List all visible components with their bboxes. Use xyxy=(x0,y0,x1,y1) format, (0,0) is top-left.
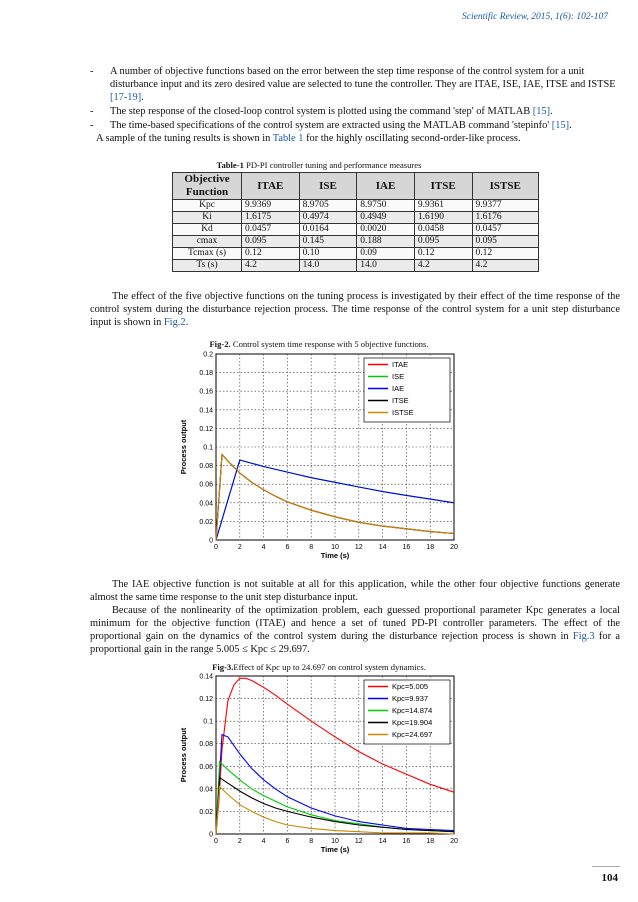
para-text: The effect of the five objective functions on the tuning process is investigated by their effect of the time response of the control system during the disturbance rejection process. The time response of the control system for a unit step disturbance input is shown in xyxy=(90,291,620,328)
table-header: ITSE xyxy=(414,173,472,200)
journal-header: Scientific Review, 2015, 1(6): 102-107 xyxy=(462,12,608,22)
y-tick-label: 0.06 xyxy=(199,763,213,771)
table-cell: 0.0164 xyxy=(299,224,357,236)
y-tick-label: 0 xyxy=(209,537,213,545)
x-tick-label: 8 xyxy=(309,838,314,845)
fig-caption-label: Fig-2. xyxy=(209,339,231,349)
y-tick-label: 0.06 xyxy=(199,481,213,489)
x-tick-label: 14 xyxy=(378,838,387,845)
fig-caption-label: Fig-3. xyxy=(212,662,234,672)
x-tick-label: 12 xyxy=(354,838,363,845)
y-tick-label: 0.04 xyxy=(199,786,213,794)
x-tick-label: 20 xyxy=(450,544,458,551)
table-cell: 1.6176 xyxy=(472,212,539,224)
legend-label: Kpc=24.697 xyxy=(392,730,433,739)
table-row xyxy=(173,236,539,248)
y-tick-label: 0.12 xyxy=(199,425,213,433)
x-tick-label: 14 xyxy=(378,544,387,551)
x-tick-label: 6 xyxy=(285,838,290,845)
table-row xyxy=(173,260,539,272)
y-tick-label: 0.12 xyxy=(199,696,213,704)
bullet-text: The time-based specifications of the control system are extracted using the MATLAB command 'stepinfo' xyxy=(110,120,552,131)
y-tick-label: 0.08 xyxy=(199,741,213,749)
table-cell: 0.145 xyxy=(299,236,357,248)
table-caption-label: Table-1 xyxy=(216,160,244,170)
bullet-end: . xyxy=(550,106,553,117)
table-header: IAE xyxy=(357,173,415,200)
x-tick-label: 0 xyxy=(214,838,218,845)
table-header: ISTSE xyxy=(472,173,539,200)
x-axis-label: Time (s) xyxy=(320,845,350,854)
table-cell: 0.12 xyxy=(472,248,539,260)
y-tick-label: 0.16 xyxy=(199,388,213,396)
row-label: cmax xyxy=(173,236,242,248)
table-caption xyxy=(0,160,638,170)
bullet-1 xyxy=(90,65,620,104)
table-cell: 9.9361 xyxy=(414,200,472,212)
table-row xyxy=(173,200,539,212)
fig3-ref-link[interactable]: Fig.3 xyxy=(572,631,595,642)
table-cell: 0.0458 xyxy=(414,224,472,236)
bullet-3 xyxy=(90,119,620,132)
x-tick-label: 2 xyxy=(237,544,242,551)
x-tick-label: 8 xyxy=(309,544,314,551)
table-cell: 0.095 xyxy=(472,236,539,248)
table-header: Objective Function xyxy=(173,173,242,200)
table-header: ISE xyxy=(299,173,357,200)
table-row xyxy=(173,224,539,236)
table-cell: 0.12 xyxy=(414,248,472,260)
table-cell: 0.095 xyxy=(242,236,300,248)
row-label: Tcmax (s) xyxy=(173,248,242,260)
bullet-2 xyxy=(90,105,620,118)
row-label: Ki xyxy=(173,212,242,224)
table-cell: 0.10 xyxy=(299,248,357,260)
x-tick-label: 16 xyxy=(402,838,411,845)
table-cell: 0.0457 xyxy=(242,224,300,236)
y-tick-label: 0.1 xyxy=(203,444,213,452)
bullet-dash: - xyxy=(90,120,94,131)
fig-caption-text: Control system time response with 5 objective functions. xyxy=(230,339,429,349)
legend-label: IAE xyxy=(392,384,405,393)
table-cell: 9.9369 xyxy=(242,200,300,212)
row-label: Kd xyxy=(173,224,242,236)
x-tick-label: 4 xyxy=(261,838,266,845)
table-cell: 14.0 xyxy=(357,260,415,272)
paragraph-3 xyxy=(90,578,620,604)
x-tick-label: 18 xyxy=(426,544,435,551)
table-cell: 4.2 xyxy=(414,260,472,272)
paragraph-2 xyxy=(90,290,620,329)
table-cell: 0.4974 xyxy=(299,212,357,224)
x-tick-label: 0 xyxy=(214,544,218,551)
table-cell: 8.9750 xyxy=(357,200,415,212)
y-tick-label: 0.04 xyxy=(199,500,213,508)
legend-label: Kpc=19.904 xyxy=(392,718,433,727)
para-text: for a proportional gain in the range 5.005 ≤ Kpc ≤ 29.697. xyxy=(90,631,620,655)
page-rule xyxy=(592,866,620,867)
table-cell: 0.09 xyxy=(357,248,415,260)
fig3-chart xyxy=(176,670,466,860)
y-axis-label: Process output xyxy=(179,419,188,475)
table-cell: 4.2 xyxy=(242,260,300,272)
table-header: ITAE xyxy=(242,173,300,200)
table-cell: 1.6175 xyxy=(242,212,300,224)
bullet-end: . xyxy=(141,92,144,103)
legend-label: Kpc=14.874 xyxy=(392,706,433,715)
ref-link[interactable]: [15] xyxy=(532,106,551,117)
x-tick-label: 2 xyxy=(237,838,242,845)
y-tick-label: 0 xyxy=(209,831,213,839)
table-cell: 0.0457 xyxy=(472,224,539,236)
legend-label: ISE xyxy=(392,372,405,381)
fig2-chart xyxy=(176,348,466,568)
x-tick-label: 10 xyxy=(331,838,339,845)
table-cell: 0.12 xyxy=(242,248,300,260)
ref-link[interactable]: [17-19] xyxy=(110,92,142,103)
row-label: Ts (s) xyxy=(173,260,242,272)
legend-label: ITAE xyxy=(392,360,409,369)
y-tick-label: 0.14 xyxy=(199,673,213,681)
legend-label: ITSE xyxy=(392,396,409,405)
table-cell: 4.2 xyxy=(472,260,539,272)
bullet-dash: - xyxy=(90,66,94,77)
table-caption-text: PD-PI controller tuning and performance measures xyxy=(243,160,422,170)
x-tick-label: 10 xyxy=(331,544,339,551)
table-cell: 1.6190 xyxy=(414,212,472,224)
x-axis-label: Time (s) xyxy=(320,551,350,560)
x-tick-label: 4 xyxy=(261,544,266,551)
bullet-dash: - xyxy=(90,106,94,117)
x-tick-label: 18 xyxy=(426,838,435,845)
x-tick-label: 6 xyxy=(285,544,290,551)
table-cell: 0.188 xyxy=(357,236,415,248)
table-cell: 0.0020 xyxy=(357,224,415,236)
x-tick-label: 20 xyxy=(450,838,458,845)
table-cell: 8.9705 xyxy=(299,200,357,212)
y-tick-label: 0.02 xyxy=(199,518,213,526)
legend-label: Kpc=5.005 xyxy=(392,682,429,691)
table-cell: 0.4949 xyxy=(357,212,415,224)
table-ref-link[interactable]: Table 1 xyxy=(272,133,304,144)
y-axis-label: Process output xyxy=(179,727,188,783)
table-header-row xyxy=(173,173,539,200)
bullet-list xyxy=(90,65,620,133)
y-tick-label: 0.1 xyxy=(203,718,213,726)
paragraph-4 xyxy=(90,604,620,656)
x-tick-label: 16 xyxy=(402,544,411,551)
table-row xyxy=(173,248,539,260)
table-cell: 0.095 xyxy=(414,236,472,248)
table-cell: 14.0 xyxy=(299,260,357,272)
legend-label: ISTSE xyxy=(392,408,414,417)
ref-link[interactable]: [15] xyxy=(551,120,570,131)
y-tick-label: 0.08 xyxy=(199,463,213,471)
y-tick-label: 0.18 xyxy=(199,370,213,378)
table-cell: 9.9377 xyxy=(472,200,539,212)
table-row xyxy=(173,212,539,224)
para-text: . xyxy=(185,317,189,328)
y-tick-label: 0.2 xyxy=(203,351,213,359)
x-tick-label: 12 xyxy=(354,544,363,551)
fig-caption-text: Effect of Kpc up to 24.697 on control system dynamics. xyxy=(233,662,426,672)
legend-label: Kpc=9.937 xyxy=(392,694,429,703)
y-tick-label: 0.14 xyxy=(199,407,213,415)
para-text: The IAE objective function is not suitable at all for this application, while the other four objective functions generate almost the same time response to the unit step disturbance input. xyxy=(90,579,620,603)
bullet-text: The step response of the closed-loop control system is plotted using the command 'step' of MATLAB xyxy=(110,106,533,117)
row-label: Kpc xyxy=(173,200,242,212)
sample-paragraph xyxy=(96,132,626,145)
bullet-end: . xyxy=(569,120,572,131)
para-text: Because of the nonlinearity of the optimization problem, each guessed proportional parameter Kpc generates a local minimum for the objective function (ITAE) and hence a set of tuned PD-PI controller parameters. The effect of the proportional gain on the dynamics of the control system during the disturbance rejection process is shown in xyxy=(90,605,620,642)
bullet-text: A number of objective functions based on the error between the step time response of the control system for a unit disturbance input and its zero desired value are selected to tune the controller. They are ITAE, ISE, IAE, ITSE and ISTSE xyxy=(110,66,616,90)
results-table xyxy=(172,172,539,272)
y-tick-label: 0.02 xyxy=(199,808,213,816)
para-text: A sample of the tuning results is shown in xyxy=(96,133,273,144)
page-number: 104 xyxy=(601,872,618,884)
para-text: for the highly oscillating second-order-like process. xyxy=(303,133,521,144)
fig2-ref-link[interactable]: Fig.2 xyxy=(163,317,186,328)
